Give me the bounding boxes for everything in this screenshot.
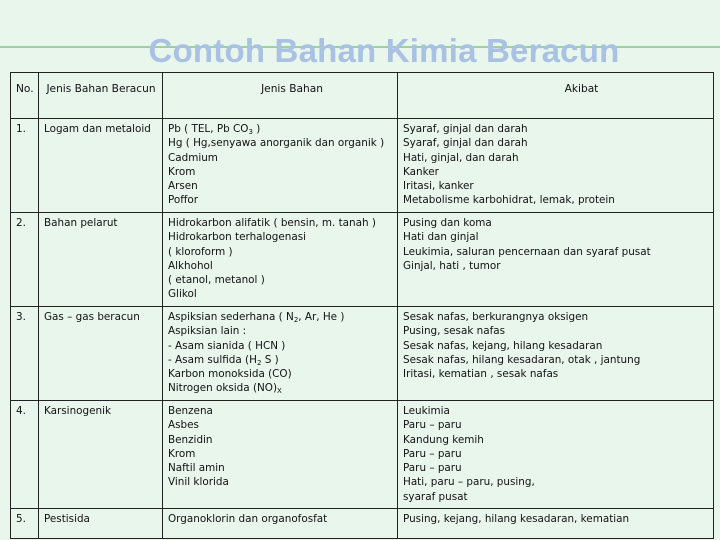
material-subscript: 3 (248, 128, 253, 136)
effect-line: Syaraf, ginjal dan darah (403, 137, 528, 150)
table-body (11, 119, 714, 539)
table-row (11, 509, 714, 539)
effect-line: syaraf pusat (403, 490, 468, 503)
material-text: Hidrokarbon terhalogenasi (168, 231, 307, 244)
row-number: 3. (11, 307, 39, 401)
material-line (168, 216, 393, 230)
row-effects (398, 307, 714, 401)
effect-line: Sesak nafas, berkurangnya oksigen (403, 311, 589, 323)
effect-line: Pusing dan koma (403, 217, 492, 229)
material-line (168, 324, 393, 338)
material-line (168, 475, 393, 489)
effect-line: Paru – paru (403, 462, 462, 475)
row-category: Logam dan metaloid (39, 119, 163, 213)
effect-line: Kandung kemih (403, 433, 484, 446)
header-category: Jenis Bahan Beracun (39, 73, 163, 119)
material-line (168, 367, 393, 381)
effect-line: Hati, ginjal, dan darah (403, 151, 519, 164)
effect-line: Leukimia, saluran pencernaan dan syaraf pusat (403, 245, 651, 258)
row-category: Karsinogenik (39, 401, 163, 509)
material-text: Arsen (168, 180, 198, 193)
material-text: Organoklorin dan organofosfat (168, 513, 328, 525)
material-line (168, 287, 393, 301)
material-line (168, 245, 393, 259)
material-line (168, 461, 393, 475)
material-line (168, 433, 393, 447)
row-category: Gas – gas beracun (39, 307, 163, 401)
material-text: Hg ( Hg,senyawa anorganik dan organik ) (168, 137, 385, 150)
effect-line: Paru – paru (403, 419, 462, 432)
material-text: Krom (168, 165, 196, 178)
header-material: Jenis Bahan (163, 73, 398, 119)
material-line (168, 193, 393, 207)
row-effects (398, 509, 714, 539)
effect-line: Hati, paru – paru, pusing, (403, 476, 535, 489)
effect-line: Iritasi, kematian , sesak nafas (403, 368, 559, 381)
material-line (168, 259, 393, 273)
material-text: Hidrokarbon alifatik ( bensin, m. tanah ) (168, 217, 376, 229)
header-effect: Akibat (398, 73, 714, 119)
table-header-row (11, 73, 714, 119)
material-text: - Asam sianida ( HCN ) (168, 339, 286, 352)
material-text: Benzidin (168, 433, 213, 446)
row-category: Bahan pelarut (39, 213, 163, 307)
material-text: - Asam sulfida (H (168, 353, 257, 366)
table-row (11, 119, 714, 213)
material-line (168, 122, 393, 136)
material-line (168, 381, 393, 395)
effect-line: Metabolisme karbohidrat, lemak, protein (403, 194, 615, 207)
row-number: 2. (11, 213, 39, 307)
material-text: Vinil klorida (168, 476, 229, 489)
material-text: Aspiksian lain : (168, 325, 247, 338)
material-text: Krom (168, 447, 196, 460)
page-title: Contoh Bahan Kimia Beracun (148, 32, 620, 69)
material-text: Poffor (168, 194, 199, 207)
row-effects (398, 213, 714, 307)
effect-line: Ginjal, hati , tumor (403, 259, 501, 272)
material-text: Alkhohol (168, 259, 213, 272)
material-line (168, 310, 393, 324)
material-line (168, 230, 393, 244)
material-text: Pb ( TEL, Pb CO (168, 123, 249, 135)
row-materials (163, 119, 398, 213)
material-text: Cadmium (168, 151, 218, 164)
table-row (11, 213, 714, 307)
material-line (168, 353, 393, 367)
material-line (168, 179, 393, 193)
material-text-suffix: , Ar, He ) (298, 311, 345, 323)
material-text-suffix: S ) (261, 353, 279, 366)
effect-line: Pusing, kejang, hilang kesadaran, kematian (403, 513, 630, 525)
effect-line: Pusing, sesak nafas (403, 325, 506, 338)
material-text: Karbon monoksida (CO) (168, 368, 292, 381)
table-row (11, 401, 714, 509)
material-text: Glikol (168, 288, 197, 301)
effect-line: Sesak nafas, hilang kesadaran, otak , jantung (403, 353, 641, 366)
material-text: Nitrogen oksida (NO) (168, 382, 278, 395)
material-line (168, 512, 393, 526)
material-subscript: X (277, 387, 282, 396)
toxic-chemicals-table (10, 72, 714, 539)
material-text: ( etanol, metanol ) (168, 274, 265, 287)
header-no: No. (11, 73, 39, 119)
material-line (168, 151, 393, 165)
effect-line: Iritasi, kanker (403, 180, 474, 193)
material-line (168, 273, 393, 287)
table-row (11, 307, 714, 401)
row-category: Pestisida (39, 509, 163, 539)
effect-line: Kanker (403, 165, 439, 178)
material-subscript: 2 (293, 316, 299, 324)
effect-line: Leukimia (403, 405, 450, 417)
row-materials (163, 213, 398, 307)
row-number: 1. (11, 119, 39, 213)
material-text: Aspiksian sederhana ( N (168, 311, 294, 323)
row-effects (398, 401, 714, 509)
material-line (168, 136, 393, 150)
material-text: Asbes (168, 419, 199, 432)
effect-line: Paru – paru (403, 447, 462, 460)
material-line (168, 165, 393, 179)
material-line (168, 339, 393, 353)
effect-line: Sesak nafas, kejang, hilang kesadaran (403, 339, 603, 352)
material-line (168, 418, 393, 432)
effect-line: Syaraf, ginjal dan darah (403, 123, 528, 135)
row-materials (163, 509, 398, 539)
row-number: 5. (11, 509, 39, 539)
row-materials (163, 401, 398, 509)
row-effects (398, 119, 714, 213)
row-number: 4. (11, 401, 39, 509)
material-text-suffix: ) (252, 123, 261, 135)
effect-line: Hati dan ginjal (403, 231, 479, 244)
material-line (168, 447, 393, 461)
material-line (168, 404, 393, 418)
row-materials (163, 307, 398, 401)
material-text: ( kloroform ) (168, 245, 233, 258)
material-text: Benzena (168, 405, 213, 417)
material-subscript: 2 (256, 358, 262, 367)
material-text: Naftil amin (168, 462, 225, 475)
